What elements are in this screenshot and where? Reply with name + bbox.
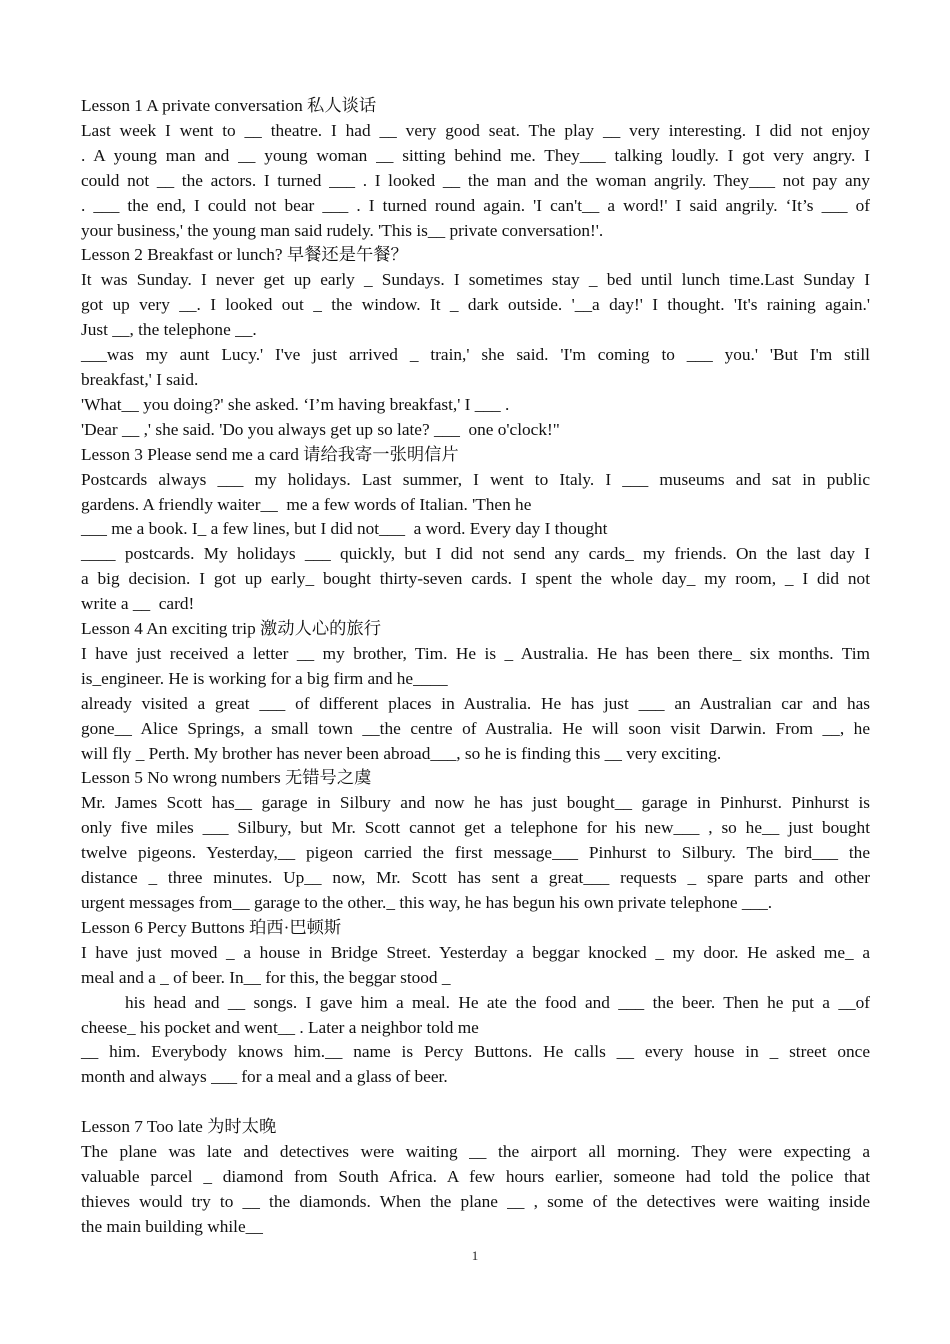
text-line: write a __ card! bbox=[81, 594, 195, 614]
text-line: could not __ the actors. I turned ___ . I looked __ the man and the woman angrily. They___ not pay any bbox=[81, 170, 870, 190]
text-line: cheese_ his pocket and went__ . Later a neighbor told me bbox=[81, 1017, 479, 1037]
page-number: 1 bbox=[471, 1248, 479, 1263]
text-line: already visited a great ___ of different places in Australia. He has just ___ an Australian car and has bbox=[81, 693, 870, 713]
blank-line bbox=[81, 1090, 870, 1115]
text-line: I have just received a letter __ my brother, Tim. He is _ Australia. He has been there_ six months. Tim bbox=[81, 643, 870, 663]
text-line: your business,' the young man said rudely. 'This is__ private conversation!'. bbox=[81, 220, 604, 240]
text-line: only five miles ___ Silbury, but Mr. Scott cannot get a telephone for his new___ , so he__ just bought bbox=[81, 818, 870, 838]
text-line: distance _ three minutes. Up__ now, Mr. Scott has sent a great___ requests _ spare parts and other bbox=[81, 868, 870, 888]
text-line: his head and __ songs. I gave him a meal. He ate the food and ___ the beer. Then he put a __of bbox=[125, 992, 870, 1012]
text-line: 'Dear __ ,' she said. 'Do you always get up so late? ___ one o'clock!" bbox=[81, 419, 560, 439]
text-line: ___was my aunt Lucy.' I've just arrived _ train,' she said. 'I'm coming to ___ you.' 'But I'm still bbox=[81, 345, 870, 365]
text-line: gardens. A friendly waiter__ me a few words of Italian. 'Then he bbox=[81, 494, 532, 514]
text-line: I have just moved _ a house in Bridge Street. Yesterday a beggar knocked _ my door. He asked me_ a bbox=[81, 942, 870, 962]
lesson-title: Lesson 6 Percy Buttons 珀西·巴顿斯 bbox=[81, 917, 342, 937]
text-line: 'What__ you doing?' she asked. ‘I’m having breakfast,' I ___ . bbox=[81, 394, 510, 414]
text-line: Postcards always ___ my holidays. Last summer, I went to Italy. I ___ museums and sat in public bbox=[81, 469, 870, 489]
text-line: twelve pigeons. Yesterday,__ pigeon carried the first message___ Pinhurst to Silbury. The bird___ the bbox=[81, 843, 870, 863]
text-line: Just __, the telephone __. bbox=[81, 320, 257, 340]
text-line: is_engineer. He is working for a big firm and he____ bbox=[81, 668, 448, 688]
lesson-title: Lesson 3 Please send me a card 请给我寄一张明信片 bbox=[81, 444, 459, 464]
text-line: ____ postcards. My holidays ___ quickly, but I did not send any cards_ my friends. On the last day I bbox=[81, 544, 870, 564]
text-line: meal and a _ of beer. In__ for this, the beggar stood _ bbox=[81, 967, 451, 987]
text-line: __ him. Everybody knows him.__ name is Percy Buttons. He calls __ every house in _ street once bbox=[81, 1042, 870, 1062]
text-line: Mr. James Scott has__ garage in Silbury and now he has just bought__ garage in Pinhurst. Pinhurst is bbox=[81, 793, 870, 813]
text-line: It was Sunday. I never get up early _ Sundays. I sometimes stay _ bed until lunch time.Last Sunday I bbox=[81, 270, 870, 290]
text-line: month and always ___ for a meal and a glass of beer. bbox=[81, 1067, 448, 1087]
text-line: a big decision. I got up early_ bought thirty-seven cards. I spent the whole day_ my room, _ I did not bbox=[81, 569, 870, 589]
lesson-title: Lesson 4 An exciting trip 激动人心的旅行 bbox=[81, 619, 381, 639]
lesson-title: Lesson 7 Too late 为时太晚 bbox=[81, 1117, 277, 1137]
text-line: the main building while__ bbox=[81, 1216, 263, 1236]
text-line: . ___ the end, I could not bear ___ . I turned round again. 'I can't__ a word!' I said angrily. ‘It’s ___ of bbox=[81, 195, 870, 215]
document-body bbox=[81, 94, 870, 1240]
lesson-title: Lesson 5 No wrong numbers 无错号之虞 bbox=[81, 768, 372, 788]
text-line: thieves would try to __ the diamonds. When the plane __ , some of the detectives were waiting inside bbox=[81, 1191, 870, 1211]
lesson-title: Lesson 2 Breakfast or lunch? 早餐还是午餐？ bbox=[81, 245, 408, 265]
lesson-title: Lesson 1 A private conversation 私人谈话 bbox=[81, 96, 377, 115]
text-line: got up very __. I looked out _ the window. It _ dark outside. '__a day!' I thought. 'It's raining again.' bbox=[81, 295, 870, 315]
text-line: gone__ Alice Springs, a small town __the centre of Australia. He will soon visit Darwin. From __, he bbox=[81, 718, 870, 738]
text-line: . A young man and __ young woman __ sitting behind me. They___ talking loudly. I got very angry. I bbox=[81, 145, 870, 165]
text-line: Last week I went to __ theatre. I had __ very good seat. The play __ very interesting. I did not enjoy bbox=[81, 120, 870, 140]
text-line: urgent messages from__ garage to the other._ this way, he has begun his own private telephone ___. bbox=[81, 893, 773, 912]
text-line: valuable parcel _ diamond from South Africa. A few hours earlier, someone had told the police that bbox=[81, 1166, 870, 1186]
text-line: ___ me a book. I_ a few lines, but I did not___ a word. Every day I thought bbox=[81, 519, 608, 539]
text-line: The plane was late and detectives were waiting __ the airport all morning. They were expecting a bbox=[81, 1142, 870, 1162]
text-line: will fly _ Perth. My brother has never been abroad___, so he is finding this __ very exciting. bbox=[81, 743, 722, 763]
text-line: breakfast,' I said. bbox=[81, 369, 199, 389]
